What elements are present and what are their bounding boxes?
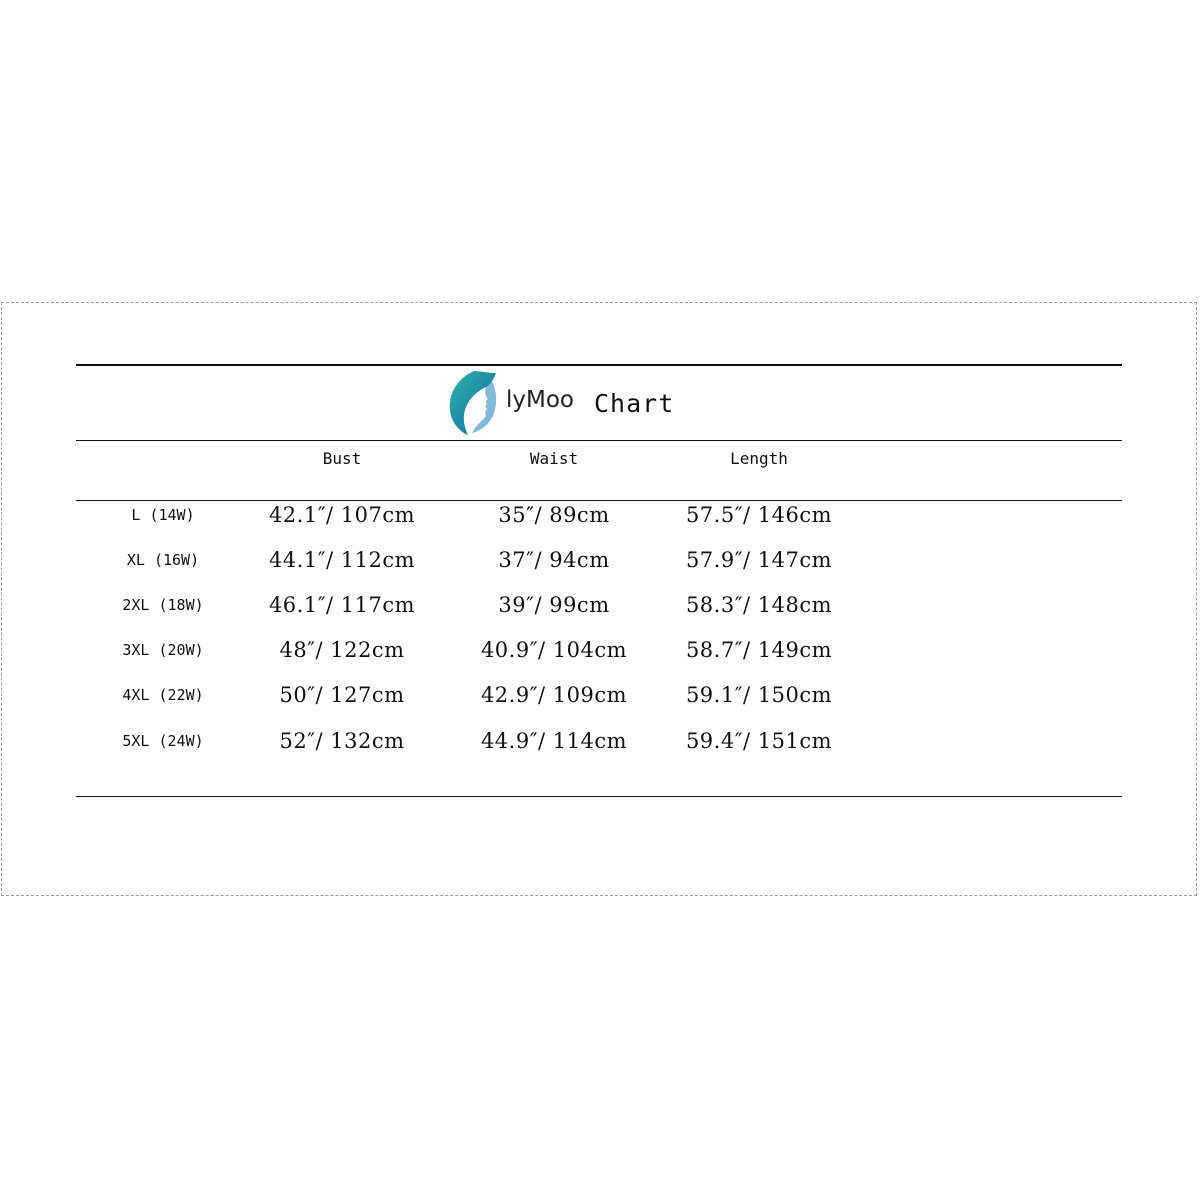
length-cell: 58.3″/ 148cm (685, 593, 833, 617)
woman-face-leaf-icon (446, 369, 498, 437)
title-divider (76, 440, 1122, 441)
column-header-length: Length (730, 449, 788, 468)
waist-cell: 37″/ 94cm (498, 548, 610, 572)
brand-header (446, 368, 674, 438)
length-cell: 57.5″/ 146cm (685, 503, 833, 527)
bottom-rule (76, 796, 1122, 797)
bust-cell: 44.1″/ 112cm (268, 548, 416, 572)
size-label: XL (16W) (126, 551, 200, 569)
bust-cell: 52″/ 132cm (279, 729, 405, 753)
length-cell: 57.9″/ 147cm (685, 548, 833, 572)
bust-cell: 46.1″/ 117cm (268, 593, 416, 617)
length-cell: 58.7″/ 149cm (685, 638, 833, 662)
bust-cell: 42.1″/ 107cm (268, 503, 416, 527)
size-label: 2XL (18W) (122, 596, 204, 614)
brand-name: lyMoo (506, 387, 574, 413)
waist-cell: 39″/ 99cm (498, 593, 610, 617)
header-divider (76, 500, 1122, 501)
column-header-waist: Waist (529, 449, 579, 468)
length-cell: 59.4″/ 151cm (685, 729, 833, 753)
bust-cell: 48″/ 122cm (279, 638, 405, 662)
column-header-bust: Bust (322, 449, 362, 468)
waist-cell: 42.9″/ 109cm (480, 683, 628, 707)
chart-title: Chart (594, 388, 675, 418)
top-rule (76, 364, 1122, 366)
waist-cell: 35″/ 89cm (498, 503, 610, 527)
length-cell: 59.1″/ 150cm (685, 683, 833, 707)
bust-cell: 50″/ 127cm (279, 683, 405, 707)
size-label: 4XL (22W) (122, 686, 204, 704)
waist-cell: 44.9″/ 114cm (480, 729, 628, 753)
size-label: L (14W) (131, 506, 195, 524)
waist-cell: 40.9″/ 104cm (480, 638, 628, 662)
size-label: 5XL (24W) (122, 732, 204, 750)
size-label: 3XL (20W) (122, 641, 204, 659)
